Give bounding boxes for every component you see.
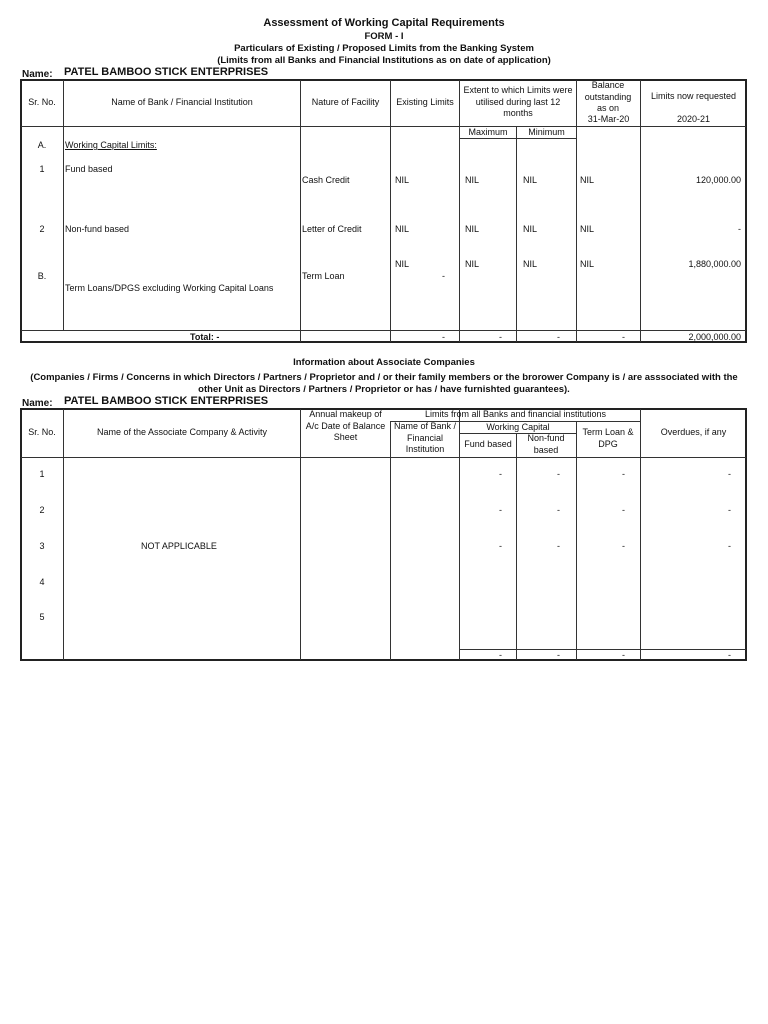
row-sr: B.: [37, 271, 47, 281]
col-requested-year: 2020-21: [676, 114, 711, 124]
col-fund-header: Fund based: [464, 439, 512, 449]
table1-divider: [63, 80, 64, 331]
table2-header-rule: [21, 457, 746, 458]
row-term: -: [622, 541, 625, 551]
row-requested: 1,880,000.00: [688, 259, 741, 269]
row-max: NIL: [465, 224, 480, 234]
row-name: Fund based: [65, 164, 113, 174]
col-existing-header: Existing Limits: [396, 97, 454, 107]
table1-divider: [459, 80, 460, 342]
name-label: Name:: [22, 398, 53, 409]
not-applicable-text: NOT APPLICABLE: [141, 541, 217, 551]
total-requested: 2,000,000.00: [688, 332, 741, 342]
table2-divider: [640, 409, 641, 660]
col-company-header: Name of the Associate Company & Activity: [96, 427, 268, 437]
table2-divider: [516, 433, 517, 660]
row-max: NIL: [465, 175, 480, 185]
col-balance-header: Balance outstanding as on: [584, 80, 632, 113]
row-fund: -: [499, 541, 502, 551]
row-balance: NIL: [580, 224, 595, 234]
col-annual-header: Annual makeup of A/c Date of Balance Sheet: [305, 409, 386, 442]
row-sr: 1: [39, 469, 45, 479]
row-min: NIL: [523, 175, 538, 185]
row-sr: 1: [39, 164, 45, 174]
total-nonfund: -: [557, 650, 560, 660]
table2-divider: [63, 409, 64, 660]
col-limits-header: Limits from all Banks and financial institutions: [424, 409, 607, 419]
row-nature: Cash Credit: [302, 175, 350, 185]
total-min: -: [557, 332, 560, 342]
col-term-header: Term Loan & DPG: [582, 427, 634, 449]
row-overdues: -: [728, 505, 731, 515]
row-existing-dash: -: [442, 271, 445, 281]
table1-divider: [390, 80, 391, 342]
total-balance: -: [622, 332, 625, 342]
section-a-label: Working Capital Limits:: [65, 140, 157, 150]
table1-header-rule: [21, 126, 746, 127]
total-max: -: [499, 332, 502, 342]
col-bank-header: Name of Bank / Financial Institution: [111, 97, 253, 107]
col-extent-header: Extent to which Limits were utilised during last 12 months: [463, 85, 573, 118]
row-existing: NIL: [395, 224, 410, 234]
company-name: PATEL BAMBOO STICK ENTERPRISES: [64, 66, 269, 78]
associate-section-title: Information about Associate Companies: [293, 357, 475, 368]
total-label: Total: -: [190, 332, 220, 342]
row-sr: 4: [39, 577, 45, 587]
row-nature: Letter of Credit: [302, 224, 362, 234]
col-overdues-header: Overdues, if any: [660, 427, 727, 437]
row-nonfund: -: [557, 541, 560, 551]
table1-subheader-rule: [459, 138, 576, 139]
table1-total-rule: [21, 330, 746, 331]
table2-divider: [300, 409, 301, 660]
col-balance-date: 31-Mar-20: [587, 114, 630, 124]
row-name: Term Loans/DPGS excluding Working Capital Loans: [65, 283, 274, 293]
row-min: NIL: [523, 259, 538, 269]
row-existing: NIL: [395, 175, 410, 185]
total-overdues: -: [728, 650, 731, 660]
row-fund: -: [499, 469, 502, 479]
row-sr: 2: [39, 224, 45, 234]
col-nature-header: Nature of Facility: [311, 97, 380, 107]
row-nonfund: -: [557, 505, 560, 515]
associate-section-description: (Companies / Firms / Concerns in which Directors / Partners / Proprietor and / or their family members or the brorower Company is / are asssociated with the other Unit as Directors / Partners / Proprietor or has / have furnishted guarantees).: [30, 372, 738, 395]
row-max: NIL: [465, 259, 480, 269]
row-fund: -: [499, 505, 502, 515]
row-nonfund: -: [557, 469, 560, 479]
form-number: FORM - I: [364, 31, 404, 42]
company-name: PATEL BAMBOO STICK ENTERPRISES: [64, 395, 269, 407]
col-max-header: Maximum: [468, 127, 508, 137]
row-balance: NIL: [580, 175, 595, 185]
row-sr: 3: [39, 541, 45, 551]
col-nonfund-header: Non-fund based: [527, 433, 565, 455]
row-sr: 2: [39, 505, 45, 515]
col-srno-header: Sr. No.: [28, 97, 56, 107]
row-existing: NIL: [395, 259, 410, 269]
section-a-sr: A.: [37, 140, 47, 150]
name-label: Name:: [22, 69, 53, 80]
col-min-header: Minimum: [528, 127, 565, 137]
page-title: Assessment of Working Capital Requirements: [263, 17, 505, 29]
col-srno-header: Sr. No.: [28, 427, 56, 437]
row-sr: 5: [39, 612, 45, 622]
row-name: Non-fund based: [65, 224, 130, 234]
total-fund: -: [499, 650, 502, 660]
row-balance: NIL: [580, 259, 595, 269]
row-term: -: [622, 469, 625, 479]
row-requested: -: [738, 224, 741, 234]
form-note: (Limits from all Banks and Financial Institutions as on date of application): [217, 55, 551, 66]
row-term: -: [622, 505, 625, 515]
col-requested-header: Limits now requested: [650, 91, 737, 101]
row-min: NIL: [523, 224, 538, 234]
form-subtitle: Particulars of Existing / Proposed Limits from the Banking System: [234, 43, 534, 54]
col-bank-header: Name of Bank / Financial Institution: [393, 421, 457, 454]
row-overdues: -: [728, 469, 731, 479]
table2-total-rule: [459, 649, 746, 650]
total-existing: -: [442, 332, 445, 342]
col-wc-header: Working Capital: [486, 422, 550, 432]
row-requested: 120,000.00: [695, 175, 741, 185]
row-nature: Term Loan: [302, 271, 345, 281]
table1-divider: [516, 126, 517, 342]
table2-border: [20, 408, 747, 661]
total-term: -: [622, 650, 625, 660]
row-overdues: -: [728, 541, 731, 551]
table1-divider: [300, 80, 301, 342]
